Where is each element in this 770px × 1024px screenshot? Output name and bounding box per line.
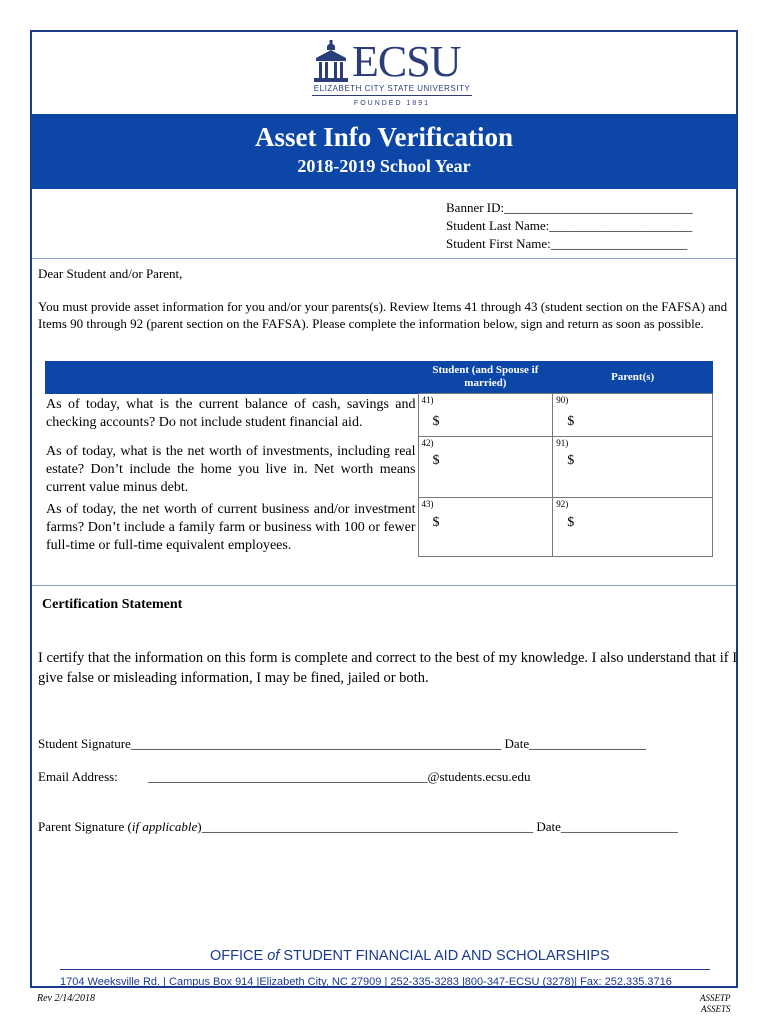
- logo-founded: FOUNDED 1891: [353, 100, 431, 107]
- form-code-2: ASSETS: [700, 1004, 731, 1014]
- logo-divider: [312, 95, 472, 96]
- office-part-b: STUDENT FINANCIAL AID AND SCHOLARSHIPS: [279, 948, 610, 964]
- office-name: [210, 948, 610, 964]
- letter-body: You must provide asset information for you and/or your parents(s). Review Items 41 through 43 (student section on the FAFSA) and Items 90 through 92 (parent section on the FAFSA). Please complete the information below, sign and return as soon as possible.: [38, 299, 728, 331]
- divider: [32, 258, 736, 259]
- certification-title: Certification Statement: [42, 597, 183, 612]
- id-fields: [446, 199, 693, 253]
- question-text: As of today, what is the current balance of cash, savings and checking accounts? Do not include student financial aid.: [46, 396, 416, 430]
- table-row: [45, 437, 713, 498]
- item-number: 91): [556, 438, 569, 448]
- student-amount-cell[interactable]: [418, 498, 553, 557]
- student-amount-cell[interactable]: [418, 437, 553, 498]
- header-parent: Parent(s): [553, 361, 713, 394]
- logo-wordmark: ECSU: [352, 37, 461, 86]
- currency-symbol: $: [432, 414, 440, 429]
- item-number: 92): [556, 499, 569, 509]
- office-part-a: OFFICE: [210, 948, 268, 964]
- form-code-1: ASSETP: [700, 993, 731, 1003]
- divider: [32, 585, 736, 586]
- table-row: [45, 498, 713, 557]
- first-name-field[interactable]: Student First Name:_____________________: [446, 236, 688, 251]
- title-banner: [32, 114, 736, 189]
- asset-table: [45, 361, 713, 557]
- page-subtitle: 2018-2019 School Year: [297, 156, 471, 176]
- currency-symbol: $: [567, 515, 575, 530]
- parent-amount-cell[interactable]: [553, 498, 713, 557]
- email-label: Email Address:: [38, 769, 118, 784]
- table-header: [45, 361, 713, 394]
- currency-symbol: $: [567, 453, 575, 468]
- parent-sig-italic: if applicable: [131, 819, 198, 834]
- currency-symbol: $: [432, 515, 440, 530]
- parent-sig-prefix: Parent Signature (: [38, 819, 132, 834]
- footer-divider: [60, 969, 710, 970]
- email-field[interactable]: ___________________________________________@students.ecsu.edu: [148, 769, 531, 784]
- item-number: 42): [421, 438, 434, 448]
- currency-symbol: $: [567, 414, 575, 429]
- certification-text: I certify that the information on this form is complete and correct to the best of my knowledge. I also understand that if I give false or misleading information, I may be fined, jailed or both.: [38, 650, 738, 686]
- page-title: Asset Info Verification: [255, 122, 513, 152]
- item-number: 90): [556, 395, 569, 405]
- currency-symbol: $: [432, 453, 440, 468]
- item-number: 41): [421, 395, 434, 405]
- question-text: As of today, the net worth of current business and/or investment farms? Don’t include a family farm or business with 100 or fewer full-time or full-time equivalent employees.: [46, 501, 416, 553]
- item-number: 43): [421, 499, 434, 509]
- letter-greeting: Dear Student and/or Parent,: [38, 266, 183, 281]
- ecsu-logo: [312, 38, 472, 110]
- revision-date: Rev 2/14/2018: [37, 993, 96, 1004]
- last-name-field[interactable]: Student Last Name:______________________: [446, 218, 693, 233]
- question-text: As of today, what is the net worth of investments, including real estate? Don’t include the home you live in. Net worth means current value minus debt.: [46, 443, 416, 495]
- parent-signature-line[interactable]: [38, 819, 678, 835]
- table-row: [45, 394, 713, 437]
- parent-sig-suffix: )___________________________________________________ Date__________________: [197, 819, 678, 834]
- office-address: 1704 Weeksville Rd. | Campus Box 914 |Elizabeth City, NC 27909 | 252-335-3283 |800-347-ECSU (3278)| Fax: 252.335.3716: [60, 976, 672, 988]
- parent-amount-cell[interactable]: [553, 437, 713, 498]
- header-student: Student (and Spouse if married): [418, 361, 553, 394]
- header-blank: [45, 361, 418, 394]
- building-icon: [312, 40, 350, 84]
- parent-amount-cell[interactable]: [553, 394, 713, 437]
- student-signature-line[interactable]: Student Signature_________________________________________________________ Date__________________: [38, 736, 647, 751]
- student-amount-cell[interactable]: [418, 394, 553, 437]
- logo-subtitle: ELIZABETH CITY STATE UNIVERSITY: [313, 84, 471, 93]
- office-part-of: of: [267, 948, 280, 964]
- form-codes: [700, 993, 731, 1015]
- banner-id-field[interactable]: Banner ID:_____________________________: [446, 200, 693, 215]
